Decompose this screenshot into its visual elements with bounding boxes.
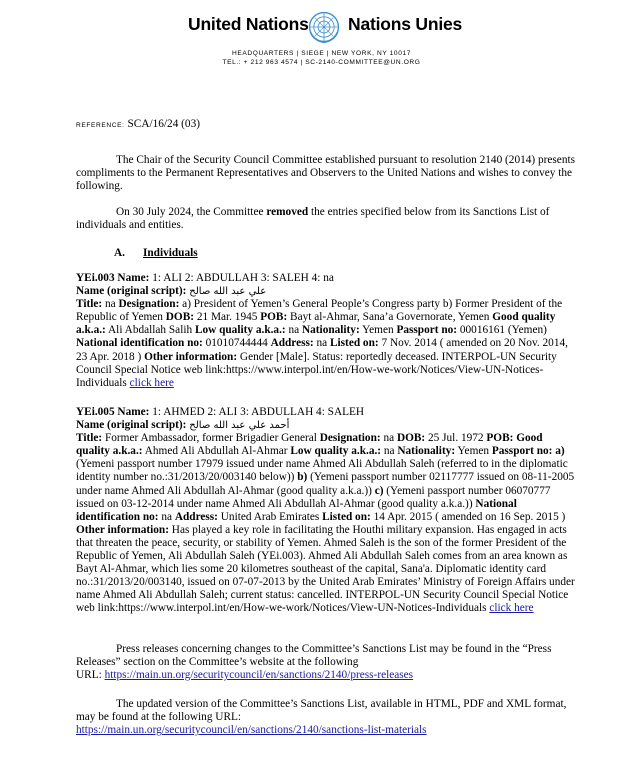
entry-yei003: [76, 272, 576, 390]
entry-2-name: 1: AHMED 2: ALI 3: ABDULLAH 4: SALEH: [149, 406, 365, 418]
press-releases-link[interactable]: https://main.un.org/securitycouncil/en/sanctions/2140/press-releases: [104, 669, 414, 682]
section-number: A.: [114, 247, 125, 259]
intro-text: The Chair of the Security Council Committee established pursuant to resolution 2140 (2014) presents compliments to the Permanent Representatives and Observers to the United Nations and wishes to convey the following.: [76, 154, 576, 193]
entry-1-dob-label: DOB:: [165, 311, 194, 324]
section-heading: [114, 247, 198, 259]
entry-1-pob: Bayt al-Ahmar, Sana’a Governorate, Yemen: [287, 311, 493, 324]
entry-2-id-name: YEi.005 Name:: [76, 406, 150, 418]
entry-1-listed: 7 Nov. 2014 ( amended on 20 Nov. 2014, 23 Apr. 2018 ): [76, 337, 568, 363]
entry-1-natid: 01010744444: [202, 337, 271, 350]
removal-text-bold: removed: [266, 206, 309, 218]
entry-2-pass-label: Passport no:: [491, 445, 553, 458]
entry-2-listed-label: Listed on:: [322, 510, 371, 523]
updated-text: The updated version of the Committee’s Sanctions List, available in HTML, PDF and XML format, may be found at the following URL:: [76, 698, 567, 724]
entry-2-nat-label: Nationality:: [397, 445, 456, 458]
address-line-2: TEL.: + 212 963 4574 | SC-2140-COMMITTEE@UN.ORG: [222, 59, 421, 66]
entry-2-click-here-link[interactable]: click here: [489, 602, 534, 615]
entry-2-listed: 14 Apr. 2015 ( amended on 16 Sep. 2015 ): [370, 510, 566, 523]
updated-list-paragraph: [76, 698, 576, 737]
entry-1-natid-label: National identification no:: [76, 337, 203, 350]
entry-2-gaka-label: Good quality a.k.a.:: [76, 432, 543, 458]
removal-text-after: the entries specified below from its Sanctions List of individuals and entities.: [76, 206, 550, 232]
entry-2-pob-label: POB:: [486, 432, 514, 445]
entry-1-orig-label: Name (original script):: [76, 285, 187, 298]
entry-1-title-label: Title:: [76, 298, 103, 311]
entry-1-gaka-label: Good quality a.k.a.:: [76, 311, 556, 337]
entry-1-gaka: Ali Abdallah Salih: [105, 324, 195, 337]
entry-2-dob: 25 Jul. 1972: [425, 432, 487, 445]
entry-1-laka-label: Low quality a.k.a.:: [194, 324, 286, 337]
entry-1-listed-label: Listed on:: [329, 337, 379, 350]
entry-1-designation-label: Designation:: [118, 298, 180, 311]
press-text: Press releases concerning changes to the Committee’s Sanctions List may be found in the “Press Releases” section on the Committee’s website at the following: [76, 643, 552, 669]
entry-2-pass-a: a): [552, 445, 565, 458]
entry-2-addr: United Arab Emirates: [217, 510, 323, 523]
entry-2-info: Has played a key role in facilitating the Houthi military expansion. Has engaged in acts that threaten the peace, security, or stability of Yemen. Ahmed Saleh is the son of the former President of the Republic of Yemen, Ali Abdullah Saleh (YEi.003). Ahmed Ali Abdullah Saleh comes from an area known as Bayt Al-Ahmar, which lies some 20 kilometres southeast of the capital, Sana'a. Diplomatic identity card no.:31/2013/20/003140, issued on 07-07-2013 by the United Arab Emirates’ Ministry of Foreign Affairs under name Ahmed Ali Abdullah Saleh; current status: cancelled. INTERPOL-UN Security Council Special Notice web link:https://www.interpol.int/en/How-we-work/Notices/View-UN-Notices-Individuals: [76, 523, 575, 615]
entry-1-click-here-link[interactable]: click here: [129, 376, 174, 389]
entry-2-designation-label: Designation:: [319, 432, 381, 445]
entry-2-pass-b: b): [297, 471, 308, 484]
entry-2-nat: Yemen: [455, 445, 492, 458]
entry-1-id-name: YEi.003 Name:: [76, 272, 150, 284]
entry-1-addr-label: Address:: [270, 337, 314, 350]
removal-paragraph: [76, 206, 576, 232]
org-name-english: United Nations: [188, 14, 309, 34]
entry-1-dob: 21 Mar. 1945: [194, 311, 261, 324]
press-paragraph: [76, 643, 576, 682]
entry-1-nat: Yemen: [359, 324, 397, 337]
entry-2-dob-label: DOB:: [396, 432, 426, 445]
entry-2-pass-c: c): [374, 484, 384, 497]
entry-1-addr: na: [313, 337, 330, 350]
entry-2-gaka: Ahmed Ali Abdullah Al-Ahmar: [142, 445, 291, 458]
entry-2-natid: na: [158, 510, 175, 523]
entry-2-addr-label: Address:: [174, 510, 218, 523]
entry-1-nat-label: Nationality:: [301, 324, 360, 337]
reference-value: SCA/16/24 (03): [127, 118, 200, 130]
un-emblem-icon: [307, 10, 341, 44]
reference-label: REFERENCE:: [76, 122, 125, 129]
entry-2-title: Former Ambassador, former Brigadier General: [102, 432, 320, 445]
letterhead: [0, 4, 643, 44]
removal-text-before: On 30 July 2024, the Committee: [116, 206, 267, 218]
entry-2-info-label: Other information:: [76, 523, 169, 536]
reference-line: [76, 118, 200, 130]
section-title: Individuals: [142, 247, 198, 259]
entry-1-pass: 00016161 (Yemen): [457, 324, 547, 337]
entry-1-laka: na: [285, 324, 302, 337]
entry-2-pass-c-text: (Yemeni passport number 06070777 issued on 03-12-2014 under name Ahmed Ali Abdullah Al-Ahmar (good quality a.k.a.)): [76, 484, 551, 510]
entry-1-orig-value: علي عبد الله صالح: [189, 286, 267, 298]
entry-2-laka-label: Low quality a.k.a.:: [290, 445, 382, 458]
entry-1-title: na: [102, 298, 119, 311]
entry-1-pob-label: POB:: [260, 311, 288, 324]
entry-2-laka: na: [381, 445, 398, 458]
sanctions-list-link[interactable]: https://main.un.org/securitycouncil/en/sanctions/2140/sanctions-list-materials: [76, 724, 427, 737]
entry-1-pass-label: Passport no:: [396, 324, 458, 337]
entry-yei005: [76, 406, 576, 616]
entry-1-designation: a) President of Yemen’s General People’s Congress party b) Former President of the Republic of Yemen: [76, 298, 563, 324]
entry-2-title-label: Title:: [76, 432, 103, 445]
entry-2-designation: na: [380, 432, 397, 445]
org-name-french: Nations Unies: [348, 14, 463, 34]
entry-2-natid-label: National identification no:: [76, 497, 517, 523]
entry-2-pass-b-text: (Yemeni passport number 02117777 issued on 08-11-2005 under name Ahmed Ali Abdullah Al-Ahmar (good quality a.k.a.)): [76, 471, 575, 497]
entry-1-info-label: Other information:: [144, 350, 238, 363]
entry-2-orig-label: Name (original script):: [76, 419, 187, 432]
address-line-1: HEADQUARTERS | SIEGE | NEW YORK, NY 10017: [232, 50, 411, 57]
entry-2-pass-a-text: (Yemeni passport number 17979 issued under name Ahmed Ali Abdullah Saleh (referred to in the diplomatic identity number no.:31/2013/20/003140 below)): [76, 458, 568, 484]
intro-paragraph: [76, 154, 576, 193]
press-url-label: URL:: [76, 669, 105, 682]
entry-1-info: Gender [Male]. Status: reportedly deceased. INTERPOL-UN Security Council Special Notice web link:https://www.interpol.int/en/How-we-work/Notices/View-UN-Notices-Individuals: [76, 350, 557, 389]
entry-2-orig-value: أحمد علي عبد الله صالح: [189, 420, 290, 432]
entry-1-name: 1: ALI 2: ABDULLAH 3: SALEH 4: na: [149, 272, 334, 284]
